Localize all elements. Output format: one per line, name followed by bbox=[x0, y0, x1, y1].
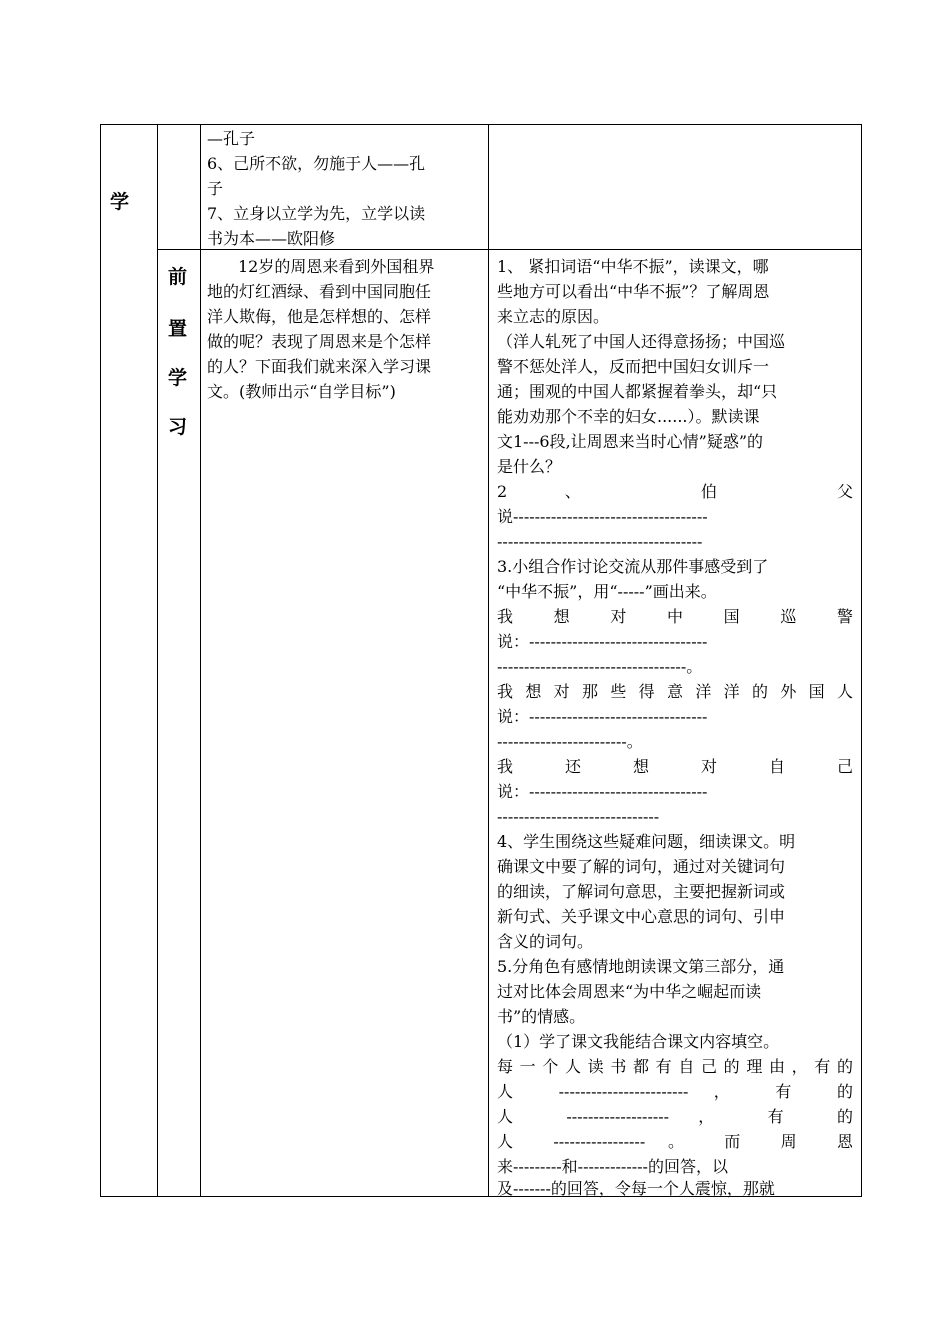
table-divider-col1 bbox=[157, 124, 158, 1197]
section-label-zhi: 置 bbox=[168, 318, 188, 340]
task-line-justified: 我想对那些得意洋洋的外国人 bbox=[497, 682, 853, 701]
task-line: 来---------和-------------的回答，以 bbox=[497, 1157, 728, 1176]
table-border-top bbox=[100, 124, 862, 125]
quote-line: 7、立身以立学为先，立学以读 bbox=[207, 204, 426, 223]
quote-line: 书为本——欧阳修 bbox=[207, 229, 336, 248]
section-label-xi: 习 bbox=[168, 416, 188, 438]
task-line: 说：--------------------------------- bbox=[497, 632, 708, 651]
task-line: ------------------------------ bbox=[497, 807, 660, 826]
task-line-justified: 人 ------------------- ， 有 的 bbox=[497, 1107, 853, 1126]
task-line-justified: 我 还 想 对 自 己 bbox=[497, 757, 853, 776]
task-line: 能劝劝那个不幸的妇女......）。默读课 bbox=[497, 407, 760, 426]
task-line: 书”的情感。 bbox=[497, 1007, 586, 1026]
task-line: 确课文中要了解的词句，通过对关键词句 bbox=[497, 857, 786, 876]
table-border-right bbox=[861, 124, 862, 1197]
task-line: 些地方可以看出“中华不振”？了解周恩 bbox=[497, 282, 770, 301]
task-line-justified: 每一个人读书都有自己的理由，有的 bbox=[497, 1057, 853, 1076]
task-line-justified: 2、 伯 父 bbox=[497, 482, 853, 501]
task-line-justified: 我 想 对 中 国 巡 警 bbox=[497, 607, 853, 626]
intro-line: 文。(教师出示“自学目标”) bbox=[207, 382, 396, 401]
task-line: （1）学了课文我能结合课文内容填空。 bbox=[497, 1032, 780, 1051]
task-line: 文1---6段,让周恩来当时心情”疑惑”的 bbox=[497, 432, 764, 451]
table-divider-col3 bbox=[488, 124, 489, 1197]
task-line: 1、 紧扣词语“中华不振”，读课文，哪 bbox=[497, 257, 769, 276]
task-line: （洋人轧死了中国人还得意扬扬；中国巡 bbox=[497, 332, 786, 351]
task-line: 来立志的原因。 bbox=[497, 307, 610, 326]
intro-line: 做的呢？表现了周恩来是个怎样 bbox=[207, 332, 432, 351]
intro-line: 的人？下面我们就来深入学习课 bbox=[207, 357, 432, 376]
intro-line: 地的灯红酒绿、看到中国同胞任 bbox=[207, 282, 432, 301]
task-line: 是什么？ bbox=[497, 457, 562, 476]
task-line: 过对比体会周恩来“为中华之崛起而读 bbox=[497, 982, 762, 1001]
task-line: 含义的词句。 bbox=[497, 932, 594, 951]
task-line: 4、学生围绕这些疑难问题，细读课文。明 bbox=[497, 832, 796, 851]
quote-line: 6、己所不欲，勿施于人——孔 bbox=[207, 154, 426, 173]
section-label-xue2: 学 bbox=[168, 367, 188, 389]
quote-line: 子 bbox=[207, 179, 224, 198]
task-line: 说：--------------------------------- bbox=[497, 707, 708, 726]
task-line-justified: 人 ------------------------ ， 有 的 bbox=[497, 1082, 853, 1101]
task-line: 警不惩处洋人，反而把中国妇女训斥一 bbox=[497, 357, 770, 376]
task-line: “中华不振”，用“-----”画出来。 bbox=[497, 582, 717, 601]
task-line: -------------------------------------- bbox=[497, 532, 703, 551]
section-label-xue: 学 bbox=[110, 191, 130, 213]
task-line: 3.小组合作讨论交流从那件事感受到了 bbox=[497, 557, 769, 576]
intro-line: 洋人欺侮，他是怎样想的、怎样 bbox=[207, 307, 432, 326]
task-line: -----------------------------------。 bbox=[497, 657, 703, 676]
task-line: 的细读，了解词句意思，主要把握新词或 bbox=[497, 882, 786, 901]
section-label-qian: 前 bbox=[168, 266, 188, 288]
task-line: 及-------的回答，令每一个人震惊，那就 bbox=[497, 1179, 775, 1198]
quote-line: —孔子 bbox=[207, 129, 256, 148]
task-line: 通；围观的中国人都紧握着拳头，却“只 bbox=[497, 382, 778, 401]
intro-line: 12岁的周恩来看到外国租界 bbox=[238, 257, 435, 276]
task-line: 说：--------------------------------- bbox=[497, 782, 708, 801]
table-divider-col2 bbox=[200, 124, 201, 1197]
task-line: ------------------------。 bbox=[497, 732, 643, 751]
task-line: 5.分角色有感情地朗读课文第三部分，通 bbox=[497, 957, 785, 976]
task-line: 说------------------------------------ bbox=[497, 507, 708, 526]
table-border-left bbox=[100, 124, 101, 1197]
task-line: 新句式、关乎课文中心意思的词句、引申 bbox=[497, 907, 786, 926]
task-line-justified: 人 ----------------- 。 而 周 恩 bbox=[497, 1132, 853, 1151]
